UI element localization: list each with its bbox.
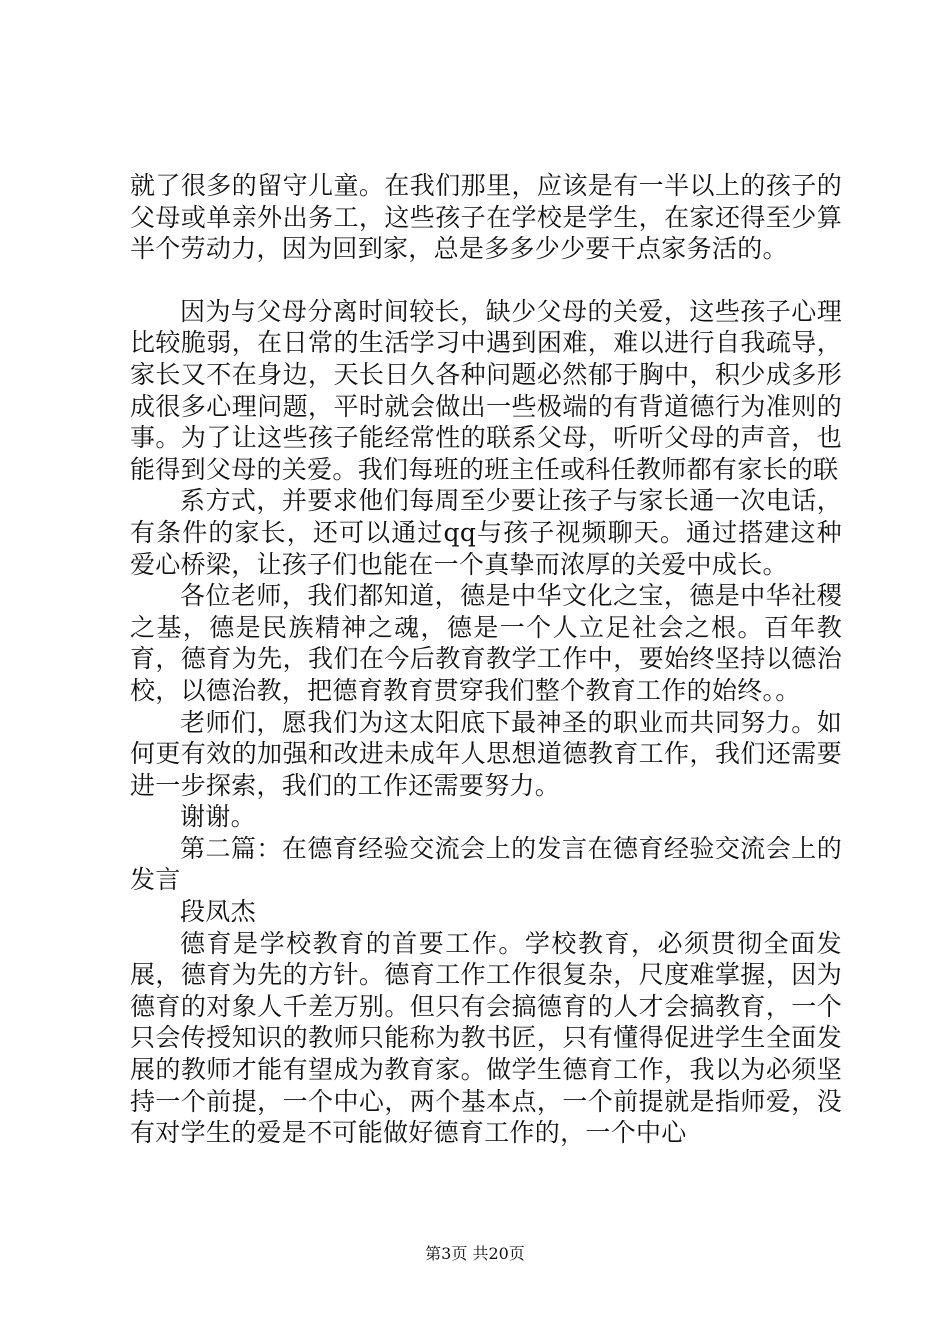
author-name: 段凤杰 bbox=[180, 897, 256, 927]
page-number-footer: 第3页 共20页 bbox=[425, 1244, 525, 1263]
paragraph-moral-education-primary: 德育是学校教育的首要工作。学校教育，必须贯彻全面发展，德育为先的方针。德育工作工作很复杂，尺度难掌握，因为德育的对象人千差万别。但只有会搞德育的人才会搞教育，一个只会传授知识的教师只能称为教书匠，只有懂得促进学生全面发展的教师才能有望成为教育家。做学生德育工作，我以为必须坚持一个前提，一个中心，两个基本点，一个前提就是指师爱，没有对学生的爱是不可能做好德育工作的，一个中心 bbox=[130, 928, 842, 1148]
paragraph-left-behind-children: 就了很多的留守儿童。在我们那里，应该是有一半以上的孩子的父母或单亲外出务工，这些孩子在学校是学生，在家还得至少算半个劳动力，因为回到家，总是多多少少要干点家务活的。 bbox=[130, 171, 842, 264]
section-heading-part-two: 第二篇：在德育经验交流会上的发言在德育经验交流会上的发言 bbox=[130, 833, 842, 895]
document-body bbox=[130, 170, 842, 1149]
paragraph-moral-education-first: 各位老师，我们都知道，德是中华文化之宝，德是中华社稷之基，德是民族精神之魂，德是一个人立足社会之根。百年教育，德育为先，我们在今后教育教学工作中，要始终坚持以德治校，以德治教，把德育教育贯穿我们整个教育工作的始终。。 bbox=[130, 581, 842, 705]
paragraph-thanks: 谢谢。 bbox=[180, 802, 256, 832]
paragraph-parental-separation: 因为与父母分离时间较长，缺少父母的关爱，这些孩子心理比较脆弱，在日常的生活学习中遇到困难，难以进行自我疏导，家长又不在身边，天长日久各种问题必然郁于胸中，积少成多形成很多心理问题，平时就会做出一些极端的有背道德行为准则的事。为了让这些孩子能经常性的联系父母，听听父母的声音，也能得到父母的关爱。我们每班的班主任或科任教师都有家长的联 bbox=[130, 296, 842, 484]
paragraph-contact-methods: 系方式，并要求他们每周至少要让孩子与家长通一次电话，有条件的家长，还可以通过qq与孩子视频聊天。通过搭建这种爱心桥梁，让孩子们也能在一个真挚而浓厚的关爱中成长。 bbox=[130, 486, 842, 579]
paragraph-teachers-appeal: 老师们，愿我们为这太阳底下最神圣的职业而共同努力。如何更有效的加强和改进未成年人思想道德教育工作，我们还需要进一步探索，我们的工作还需要努力。 bbox=[130, 707, 842, 800]
